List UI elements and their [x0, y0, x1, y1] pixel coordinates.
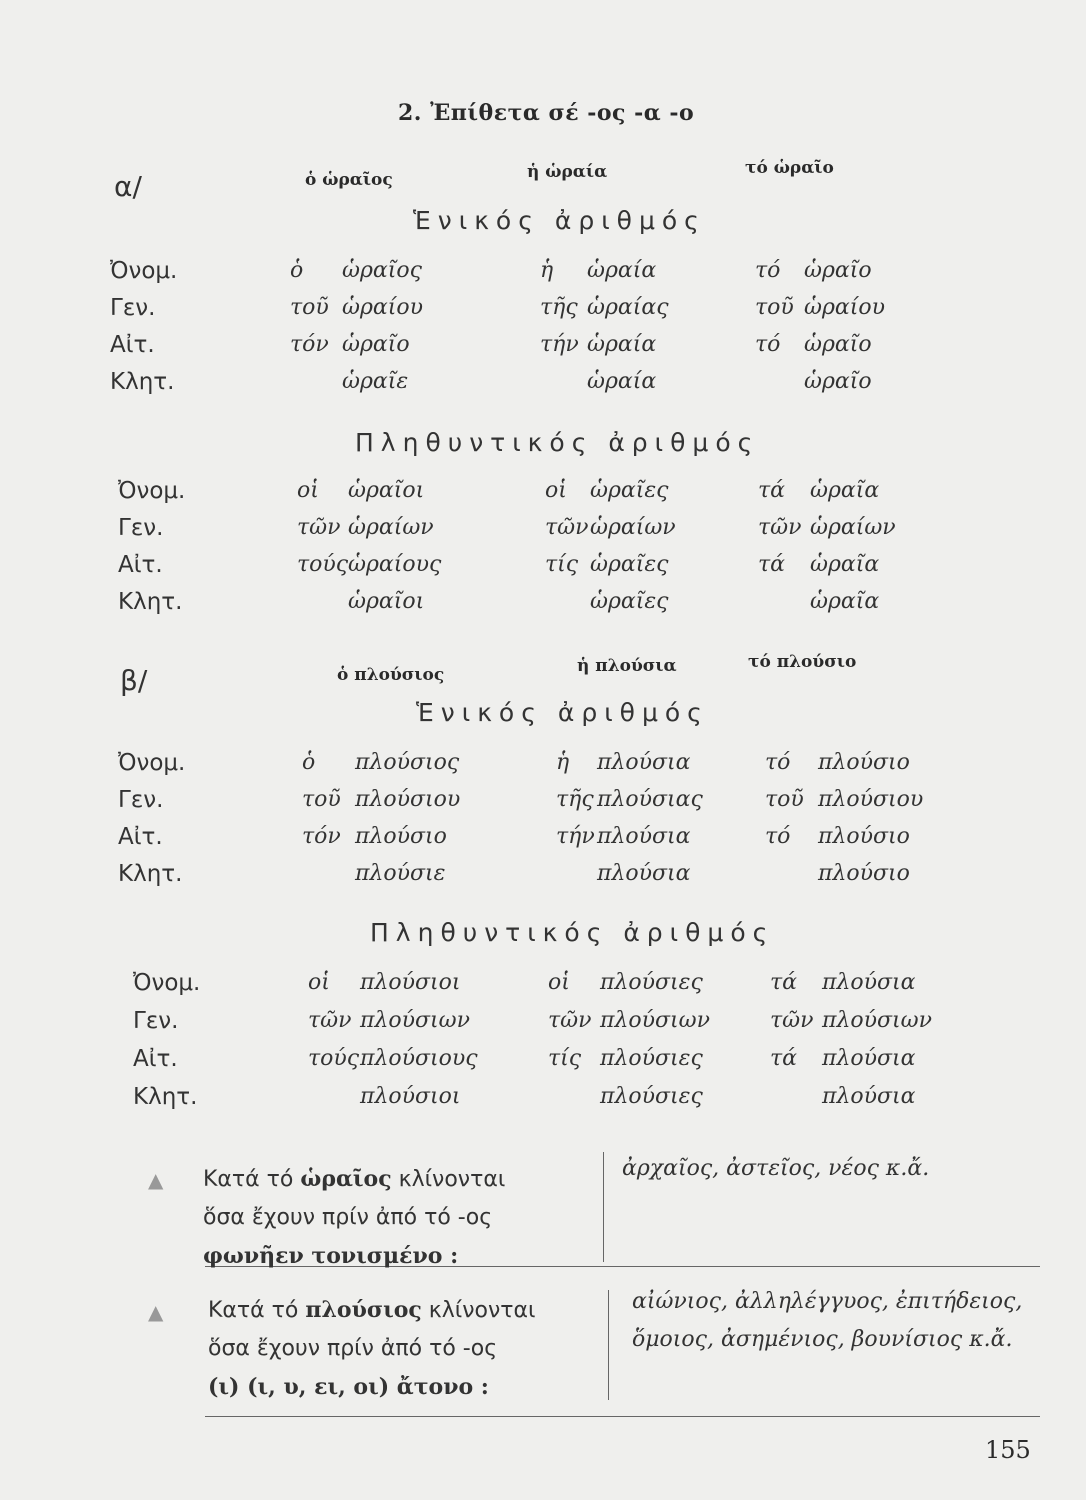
masc-form: ὡραίων	[348, 515, 434, 540]
table-divider	[603, 1152, 604, 1262]
neut-form: ὡραῖα	[810, 552, 880, 577]
note-model-word: ὡραῖος	[300, 1166, 392, 1192]
table-divider	[608, 1290, 609, 1400]
case-label: Ὀνομ.	[133, 970, 201, 996]
neut-form: πλούσια	[822, 1084, 916, 1109]
neut-article: τά	[758, 478, 786, 503]
neut-form: πλούσιου	[818, 787, 924, 812]
fem-article: τίς	[545, 552, 579, 577]
case-label: Αἰτ.	[133, 1046, 178, 1072]
case-label: Ὀνομ.	[110, 258, 178, 284]
masc-form: ὡραῖος	[342, 258, 422, 283]
header-feminine: ἡ ὡραία	[527, 162, 608, 182]
fem-form: ὡραῖες	[590, 552, 669, 577]
neut-form: πλούσια	[822, 970, 916, 995]
fem-form: πλούσιας	[597, 787, 703, 812]
neut-form: ὡραῖα	[810, 478, 880, 503]
fem-form: ὡραῖες	[590, 478, 669, 503]
fem-form: πλούσιες	[600, 1046, 703, 1071]
note-model-word: πλούσιος	[305, 1297, 422, 1323]
neut-article: τοῦ	[755, 295, 794, 320]
page-number: 155	[985, 1436, 1031, 1464]
case-label: Γεν.	[110, 295, 156, 321]
section-label-b: β/	[120, 664, 148, 697]
fem-article: οἱ	[545, 478, 567, 503]
neut-article: τοῦ	[765, 787, 804, 812]
singular-heading: Ἑνικός ἀριθμός	[413, 206, 706, 235]
neut-article: τά	[770, 970, 798, 995]
note-line-3: φωνῆεν τονισμένο :	[203, 1243, 459, 1269]
masc-article: τούς	[297, 552, 349, 577]
note-line-2: ὅσα ἔχουν πρίν ἀπό τό -ος	[203, 1205, 493, 1230]
fem-form: πλούσια	[597, 824, 691, 849]
masc-article: τοῦ	[290, 295, 329, 320]
fem-article: τήν	[556, 824, 595, 849]
masc-form: ὡραῖο	[342, 332, 410, 357]
neut-form: ὡραίου	[804, 295, 885, 320]
page-title: 2. Ἐπίθετα σέ -ος -α -ο	[398, 100, 695, 126]
table-rule	[205, 1416, 1040, 1417]
note-line-2: ὅσα ἔχουν πρίν ἀπό τό -ος	[208, 1336, 498, 1361]
masc-article: οἱ	[297, 478, 319, 503]
note-line-3: (ι) (ι, υ, ει, οι) ἄτονο :	[208, 1374, 489, 1400]
neut-form: πλούσιων	[822, 1008, 932, 1033]
fem-form: πλούσια	[597, 750, 691, 775]
header-masculine: ὁ πλούσιος	[337, 665, 445, 685]
neut-form: πλούσιο	[818, 824, 910, 849]
case-label: Αἰτ.	[118, 552, 163, 578]
header-feminine: ἡ πλούσια	[577, 656, 677, 676]
note-line-1: Κατά τό πλούσιος κλίνονται	[208, 1297, 536, 1323]
case-label: Κλητ.	[118, 861, 183, 887]
masc-article: τούς	[308, 1046, 360, 1071]
singular-heading: Ἑνικός ἀριθμός	[416, 698, 709, 727]
case-label: Αἰτ.	[110, 332, 155, 358]
fem-article: τῶν	[545, 515, 589, 540]
fem-article: ἡ	[556, 750, 570, 775]
fem-form: ὡραία	[587, 332, 657, 357]
neut-form: ὡραῖο	[804, 369, 872, 394]
case-label: Αἰτ.	[118, 824, 163, 850]
masc-article: τῶν	[297, 515, 341, 540]
header-neuter: τό ὡραῖο	[745, 158, 834, 178]
note-examples	[632, 1283, 1022, 1359]
case-label: Κλητ.	[110, 369, 175, 395]
note-examples-line: αἰώνιος, ἀλληλέγγυος, ἐπιτήδειος,	[632, 1289, 1023, 1314]
case-label: Κλητ.	[133, 1084, 198, 1110]
fem-form: ὡραίας	[587, 295, 669, 320]
fem-form: ὡραῖες	[590, 589, 669, 614]
masc-form: ὡραίου	[342, 295, 423, 320]
note-examples	[622, 1150, 929, 1188]
case-label: Ὀνομ.	[118, 750, 186, 776]
plural-heading: Πληθυντικός ἀριθμός	[355, 428, 760, 457]
masc-form: πλούσιε	[355, 861, 446, 886]
masc-form: πλούσιου	[355, 787, 461, 812]
neut-article: τά	[758, 552, 786, 577]
neut-form: πλούσια	[822, 1046, 916, 1071]
fem-form: πλούσιες	[600, 970, 703, 995]
note-rule-text	[203, 1160, 505, 1275]
masc-form: πλούσιοι	[360, 1084, 461, 1109]
case-label: Γεν.	[133, 1008, 179, 1034]
neut-article: τό	[755, 258, 781, 283]
masc-form: ὡραῖε	[342, 369, 409, 394]
case-label: Γεν.	[118, 787, 164, 813]
masc-form: πλούσιων	[360, 1008, 470, 1033]
neut-article: τό	[765, 824, 791, 849]
note-line-1: Κατά τό ὡραῖος κλίνονται	[203, 1166, 506, 1192]
fem-form: ὡραίων	[590, 515, 676, 540]
masc-article: ὁ	[290, 258, 304, 283]
note-examples-line: ὅμοιος, ἀσημένιος, βουνίσιος κ.ἄ.	[632, 1327, 1013, 1352]
masc-article: τοῦ	[302, 787, 341, 812]
header-neuter: τό πλούσιο	[748, 652, 857, 672]
fem-article: οἱ	[548, 970, 570, 995]
neut-article: τό	[765, 750, 791, 775]
fem-form: ὡραία	[587, 369, 657, 394]
neut-form: ὡραῖο	[804, 332, 872, 357]
note-examples-line: ἀρχαῖος, ἀστεῖος, νέος κ.ἄ.	[622, 1156, 930, 1181]
note-rule-text	[208, 1291, 535, 1406]
fem-article: τῶν	[548, 1008, 592, 1033]
neut-article: τῶν	[770, 1008, 814, 1033]
masc-form: πλούσιους	[360, 1046, 478, 1071]
masc-article: οἱ	[308, 970, 330, 995]
fem-article: τῆς	[556, 787, 594, 812]
masc-article: τῶν	[308, 1008, 352, 1033]
case-label: Γεν.	[118, 515, 164, 541]
header-masculine: ὁ ὡραῖος	[305, 170, 393, 190]
neut-form: πλούσιο	[818, 750, 910, 775]
masc-form: πλούσιος	[355, 750, 460, 775]
triangle-marker-icon: ▲	[148, 1168, 164, 1192]
masc-form: πλούσιοι	[360, 970, 461, 995]
fem-article: τήν	[540, 332, 579, 357]
neut-article: τό	[755, 332, 781, 357]
masc-article: τόν	[290, 332, 329, 357]
neut-form: ὡραίων	[810, 515, 896, 540]
fem-article: ἡ	[540, 258, 554, 283]
neut-form: πλούσιο	[818, 861, 910, 886]
neut-article: τῶν	[758, 515, 802, 540]
masc-article: ὁ	[302, 750, 316, 775]
neut-form: ὡραῖο	[804, 258, 872, 283]
neut-article: τά	[770, 1046, 798, 1071]
plural-heading: Πληθυντικός ἀριθμός	[370, 918, 775, 947]
case-label: Ὀνομ.	[118, 478, 186, 504]
triangle-marker-icon: ▲	[148, 1300, 164, 1324]
fem-form: πλούσιες	[600, 1084, 703, 1109]
fem-article: τίς	[548, 1046, 582, 1071]
fem-article: τῆς	[540, 295, 578, 320]
section-label-a: α/	[114, 170, 142, 203]
masc-article: τόν	[302, 824, 341, 849]
neut-form: ὡραῖα	[810, 589, 880, 614]
fem-form: ὡραία	[587, 258, 657, 283]
case-label: Κλητ.	[118, 589, 183, 615]
masc-form: πλούσιο	[355, 824, 447, 849]
masc-form: ὡραίους	[348, 552, 442, 577]
masc-form: ὡραῖοι	[348, 478, 425, 503]
fem-form: πλούσια	[597, 861, 691, 886]
masc-form: ὡραῖοι	[348, 589, 425, 614]
fem-form: πλούσιων	[600, 1008, 710, 1033]
